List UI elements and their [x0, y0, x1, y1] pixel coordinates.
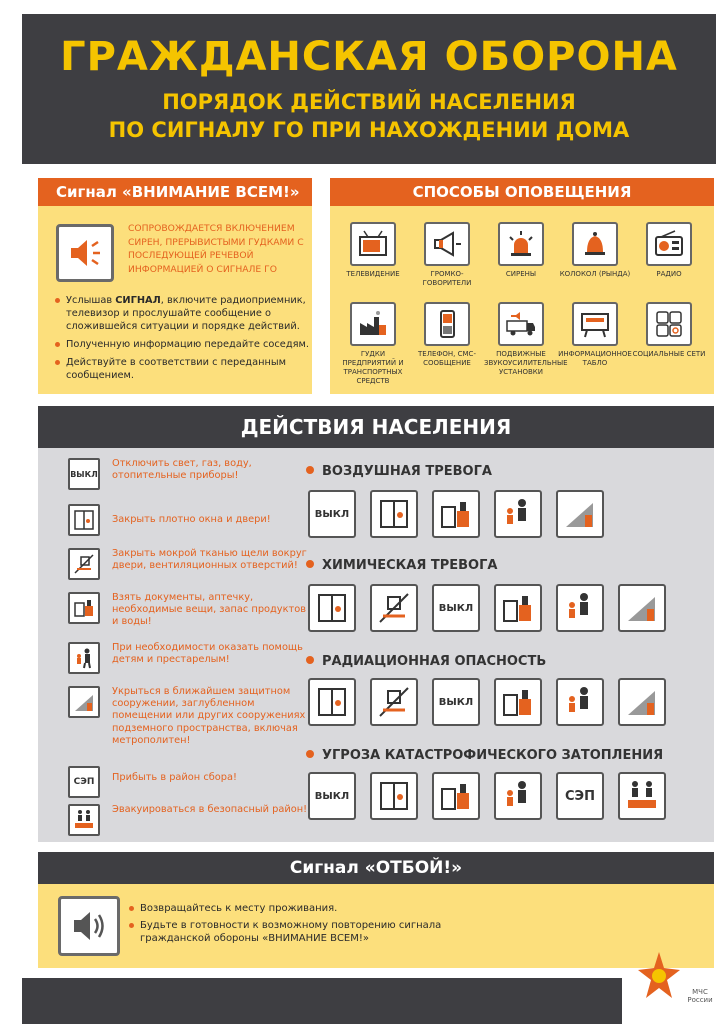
shelter-icon	[618, 584, 666, 632]
switch-off-icon: ВЫКЛ	[432, 584, 480, 632]
speaker-icon	[56, 224, 114, 282]
method-social: СОЦИАЛЬНЫЕ СЕТИ	[632, 302, 706, 359]
signal-all-clear-title: Сигнал «ОТБОЙ!»	[38, 852, 714, 884]
chemical-alert-icons	[308, 584, 666, 632]
header-banner	[22, 14, 716, 164]
close-door-icon	[308, 584, 356, 632]
social-networks-icon	[646, 302, 692, 346]
population-actions-title: ДЕЙСТВИЯ НАСЕЛЕНИЯ	[38, 406, 714, 448]
signal-attention-instructions	[66, 294, 310, 387]
notification-methods-title: СПОСОБЫ ОПОВЕЩЕНИЯ	[330, 178, 714, 206]
flood-threat-icons	[308, 772, 666, 820]
method-loudspeaker: ГРОМКО-ГОВОРИТЕЛИ	[410, 222, 484, 288]
method-phone: ТЕЛЕФОН, СМС-СООБЩЕНИЕ	[410, 302, 484, 368]
page-subtitle-line1: ПОРЯДОК ДЕЙСТВИЙ НАСЕЛЕНИЯ	[162, 90, 576, 114]
category-radiation-hazard: РАДИАЦИОННАЯ ОПАСНОСТЬ	[306, 654, 546, 669]
instruction-item: Полученную информацию передайте соседям.	[66, 339, 309, 350]
switch-off-icon: ВЫКЛ	[308, 490, 356, 538]
help-children-icon	[494, 772, 542, 820]
speaker-icon	[58, 896, 120, 956]
footer-bar	[22, 978, 622, 1024]
documents-kit-icon	[432, 490, 480, 538]
signal-all-clear-instructions	[140, 902, 441, 949]
seal-gaps-icon	[370, 678, 418, 726]
documents-kit-icon	[494, 584, 542, 632]
method-radio: РАДИО	[632, 222, 706, 279]
assembly-point-icon: СЭП	[556, 772, 604, 820]
bell-icon	[572, 222, 618, 266]
air-alert-icons	[308, 490, 604, 538]
siren-icon	[498, 222, 544, 266]
radio-icon	[646, 222, 692, 266]
tv-icon	[350, 222, 396, 266]
evacuate-icon	[618, 772, 666, 820]
close-door-icon	[308, 678, 356, 726]
method-siren: СИРЕНЫ	[484, 222, 558, 279]
truck-speaker-icon	[498, 302, 544, 346]
page-subtitle-line2: ПО СИГНАЛУ ГО ПРИ НАХОЖДЕНИИ ДОМА	[108, 118, 630, 142]
signal-attention-panel	[38, 178, 312, 394]
notification-methods-panel	[330, 178, 714, 394]
help-children-icon	[68, 642, 100, 674]
loudspeaker-icon	[424, 222, 470, 266]
assembly-point-icon: СЭП	[68, 766, 100, 798]
method-factory-horn: ГУДКИ ПРЕДПРИЯТИЙ И ТРАНСПОРТНЫХ СРЕДСТВ	[336, 302, 410, 386]
method-info-board: ИНФОРМАЦИОННОЕ ТАБЛО	[558, 302, 632, 368]
switch-off-icon: ВЫКЛ	[68, 458, 100, 490]
signal-all-clear-panel	[38, 852, 714, 968]
documents-kit-icon	[68, 592, 100, 624]
evacuate-icon	[68, 804, 100, 836]
method-tv: ТЕЛЕВИДЕНИЕ	[336, 222, 410, 279]
switch-off-icon: ВЫКЛ	[432, 678, 480, 726]
radiation-hazard-icons	[308, 678, 666, 726]
help-children-icon	[556, 584, 604, 632]
help-children-icon	[494, 490, 542, 538]
emercom-emblem-icon	[636, 950, 682, 1004]
info-board-icon	[572, 302, 618, 346]
switch-off-icon: ВЫКЛ	[308, 772, 356, 820]
emercom-logo: МЧС России	[630, 944, 720, 1024]
seal-gaps-icon	[370, 584, 418, 632]
population-actions-panel: ДЕЙСТВИЯ НАСЕЛЕНИЯ ВЫКЛ Отключить свет, газ, воду, отопительные приборы! Закрыть плотно окна и двери! Закрыть мокрой тканью щели вокруг двери, вентиляционных отверстий! Взять документы, аптечку, необходимые вещи, запас продуктов и воды! При необходимости оказать помощь детям и престарелым! Укрыться в ближайшем защитном сооружении, заглубленном помещении или других сооружениях подземного пространства, включая метрополитен! СЭП Прибыть в район сбора! Эвакуироваться в безопасный район! ВОЗДУШНАЯ ТРЕВОГА ВЫКЛ ХИМИЧЕСКАЯ ТРЕВОГА ВЫКЛ РАДИАЦИОННАЯ ОПАСНОСТЬ ВЫКЛ УГРОЗА КАТАСТРОФИЧЕСКОГО ЗАТОПЛЕНИЯ ВЫКЛ СЭП	[38, 406, 714, 842]
help-children-icon	[556, 678, 604, 726]
close-door-icon	[370, 772, 418, 820]
factory-icon	[350, 302, 396, 346]
category-flood-threat: УГРОЗА КАТАСТРОФИЧЕСКОГО ЗАТОПЛЕНИЯ	[306, 748, 663, 763]
phone-icon	[424, 302, 470, 346]
category-air-alert: ВОЗДУШНАЯ ТРЕВОГА	[306, 464, 492, 479]
shelter-icon	[68, 686, 100, 718]
instruction-item: Будьте в готовности к возможному повторению сигнала гражданской обороны «ВНИМАНИЕ ВСЕМ!»	[140, 920, 442, 944]
signal-attention-title: Сигнал «ВНИМАНИЕ ВСЕМ!»	[38, 178, 312, 206]
method-bell: КОЛОКОЛ (РЫНДА)	[558, 222, 632, 279]
shelter-icon	[556, 490, 604, 538]
instruction-item: Действуйте в соответствии с переданным сообщением.	[66, 356, 310, 382]
method-mobile-speaker: ПОДВИЖНЫЕ ЗВУКОУСИЛИТЕЛЬНЫЕ УСТАНОВКИ	[484, 302, 558, 377]
documents-kit-icon	[432, 772, 480, 820]
close-window-icon	[68, 504, 100, 536]
close-door-icon	[370, 490, 418, 538]
instruction-item: Возвращайтесь к месту проживания.	[140, 902, 441, 915]
shelter-icon	[618, 678, 666, 726]
category-chemical-alert: ХИМИЧЕСКАЯ ТРЕВОГА	[306, 558, 497, 573]
page-title: ГРАЖДАНСКАЯ ОБОРОНА	[60, 34, 678, 80]
seal-gaps-icon	[68, 548, 100, 580]
signal-attention-description: СОПРОВОЖДАЕТСЯ ВКЛЮЧЕНИЕМ СИРЕН, ПРЕРЫВИСТЫМИ ГУДКАМИ С ПОСЛЕДУЮЩЕЙ РЕЧЕВОЙ ИНФОРМАЦИЕЙ О СИГНАЛЕ ГО	[128, 223, 304, 275]
instruction-item: Услышав СИГНАЛ, включите радиоприемник, телевизор и прослушайте сообщение о сложившейся ситуации и порядке действий.	[66, 294, 310, 333]
documents-kit-icon	[494, 678, 542, 726]
